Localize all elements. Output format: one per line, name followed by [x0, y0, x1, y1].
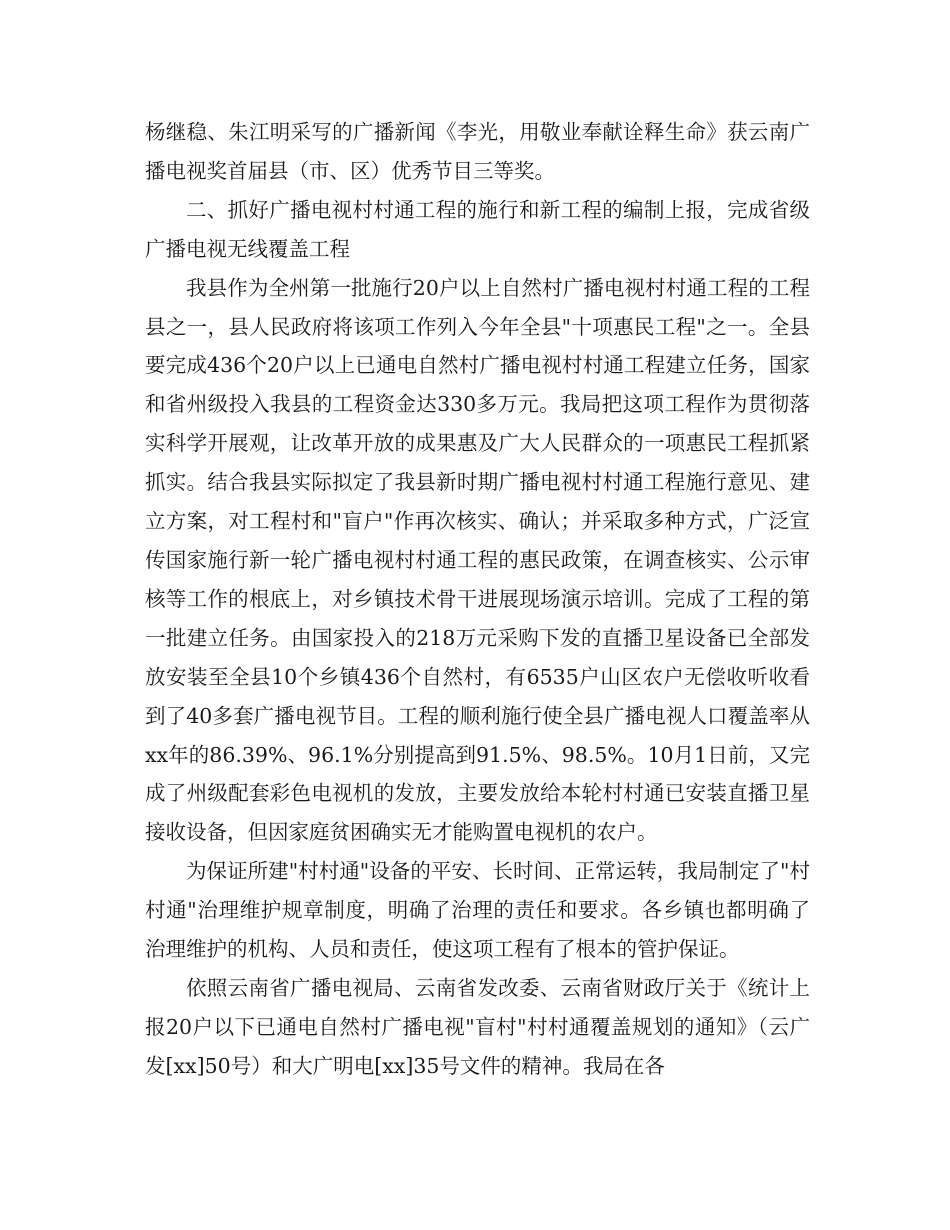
paragraph-4: 为保证所建"村村通"设备的平安、长时间、正常运转，我局制定了"村村通"治理维护规章制度，明确了治理的责任和要求。各乡镇也都明确了治理维护的机构、人员和责任，使这项工程有了根本的管护保证。 [145, 859, 810, 962]
paragraph-1: 杨继稳、朱江明采写的广播新闻《李光，用敬业奉献诠释生命》获云南广播电视奖首届县（市、区）优秀节目三等奖。 [145, 120, 810, 183]
paragraph-2-section-heading: 二、抓好广播电视村村通工程的施行和新工程的编制上报，完成省级广播电视无线覆盖工程 [145, 197, 810, 261]
paragraph-3: 我县作为全州第一批施行20户以上自然村广播电视村村通工程的工程县之一，县人民政府将该项工作列入今年全县"十项惠民工程"之一。全县要完成436个20户以上已通电自然村广播电视村村通工程建立任务，国家和省州级投入我县的工程资金达330多万元。我局把这项工程作为贯彻落实科学开展观，让改革开放的成果惠及广大人民群众的一项惠民工程抓紧抓实。结合我县实际拟定了我县新时期广播电视村村通工程施行意见、建立方案，对工程村和"盲户"作再次核实、确认；并采取多种方式，广泛宣传国家施行新一轮广播电视村村通工程的惠民政策，在调查核实、公示审核等工作的根底上，对乡镇技术骨干进展现场演示培训。完成了工程的第一批建立任务。由国家投入的218万元采购下发的直播卫星设备已全部发放安装至全县10个乡镇436个自然村，有6535户山区农户无偿收听收看到了40多套广播电视节目。工程的顺利施行使全县广播电视人口覆盖率从xx年的86.39%、96.1%分别提高到91.5%、98.5%。10月1日前，又完成了州级配套彩色电视机的发放，主要发放给本轮村村通已安装直播卫星接收设备，但因家庭贫困确实无才能购置电视机的农户。 [145, 275, 810, 845]
paragraph-5: 依照云南省广播电视局、云南省发改委、云南省财政厅关于《统计上报20户以下已通电自然村广播电视"盲村"村村通覆盖规划的通知》（云广发[xx]50号）和大广明电[xx]35号文件的精神。我局在各 [145, 975, 810, 1078]
document-body [145, 113, 810, 1086]
